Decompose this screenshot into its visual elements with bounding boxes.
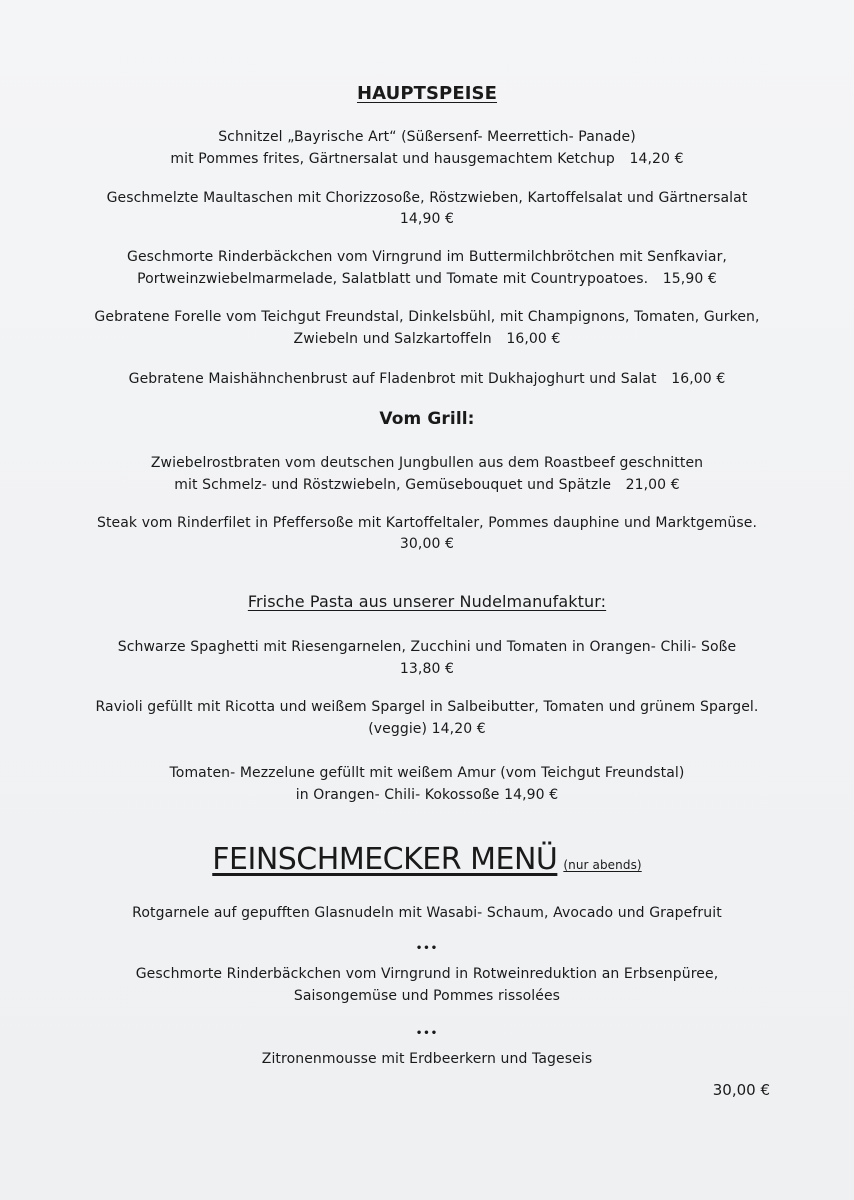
menu-course: Zitronenmousse mit Erdbeerkern und Tageseis <box>261 1051 593 1067</box>
dish-price: 15,90 € <box>662 271 717 287</box>
menu-course: Rotgarnele auf gepufften Glasnudeln mit Wasabi- Schaum, Avocado und Grapefruit <box>132 905 722 921</box>
dish-line: Steak vom Rinderfilet in Pfeffersoße mit Kartoffeltaler, Pommes dauphine und Marktgemüse. <box>96 515 758 531</box>
dish-line: Tomaten- Mezzelune gefüllt mit weißem Amur (vom Teichgut Freundstal) <box>169 765 685 781</box>
dish-description: in Orangen- Chili- Kokossoße <box>295 787 500 803</box>
hauptspeise-heading: HAUPTSPEISE <box>356 83 498 104</box>
dish-price: 16,00 € <box>506 331 561 347</box>
dish-price: 30,00 € <box>399 536 455 552</box>
dish-price: 14,20 € <box>431 721 486 737</box>
dish-description: mit Schmelz- und Röstzwiebeln, Gemüsebouquet und Spätzle <box>174 477 612 493</box>
course-separator: ••• <box>415 943 439 954</box>
dish-line <box>0 786 854 804</box>
menu-price: 30,00 € <box>712 1081 770 1099</box>
dish-description: Gebratene Maishähnchenbrust auf Fladenbrot mit Dukhajoghurt und Salat <box>128 371 657 387</box>
course-separator: ••• <box>415 1028 439 1039</box>
dish-price: 14,90 € <box>504 787 559 803</box>
dish-line: Schwarze Spaghetti mit Riesengarnelen, Zucchini und Tomaten in Orangen- Chili- Soße <box>117 639 737 655</box>
dish-description: Zwiebeln und Salzkartoffeln <box>293 331 492 347</box>
dish-description: (veggie) <box>368 721 428 737</box>
dish-line: Ravioli gefüllt mit Ricotta und weißem Spargel in Salbeibutter, Tomaten und grünem Spargel. <box>95 699 759 715</box>
dish-line <box>0 150 854 168</box>
dish-line: Zwiebelrostbraten vom deutschen Jungbullen aus dem Roastbeef geschnitten <box>150 455 704 471</box>
dish-price: 21,00 € <box>625 477 680 493</box>
gourmet-menu-note: (nur abends) <box>563 858 642 872</box>
dish-line <box>0 330 854 348</box>
menu-course: Geschmorte Rinderbäckchen vom Virngrund in Rotweinreduktion an Erbsenpüree, <box>135 966 719 982</box>
dish-description: mit Pommes frites, Gärtnersalat und hausgemachtem Ketchup <box>170 151 615 167</box>
gourmet-menu-title: FEINSCHMECKER MENÜ <box>212 842 558 877</box>
dish-line: Gebratene Forelle vom Teichgut Freundstal, Dinkelsbühl, mit Champignons, Tomaten, Gurken, <box>94 309 760 325</box>
gourmet-menu-heading <box>0 842 854 883</box>
dish-line <box>0 370 854 388</box>
grill-heading: Vom Grill: <box>379 409 475 429</box>
dish-line <box>0 476 854 494</box>
menu-course: Saisongemüse und Pommes rissolées <box>293 988 561 1004</box>
dish-price: 14,90 € <box>399 211 455 227</box>
dish-line: Schnitzel „Bayrische Art“ (Süßersenf- Meerrettich- Panade) <box>218 129 636 145</box>
dish-price: 13,80 € <box>399 661 455 677</box>
dish-price: 14,20 € <box>629 151 684 167</box>
dish-line <box>0 270 854 288</box>
dish-line: Geschmorte Rinderbäckchen vom Virngrund im Buttermilchbrötchen mit Senfkaviar, <box>127 249 727 265</box>
dish-line: Geschmelzte Maultaschen mit Chorizzosoße, Röstzwieben, Kartoffelsalat und Gärtnersalat <box>106 190 748 206</box>
dish-description: Portweinzwiebelmarmelade, Salatblatt und Tomate mit Countrypoatoes. <box>137 271 649 287</box>
pasta-heading: Frische Pasta aus unserer Nudelmanufaktur: <box>247 592 607 611</box>
dish-price: 16,00 € <box>671 371 726 387</box>
dish-line <box>0 720 854 738</box>
